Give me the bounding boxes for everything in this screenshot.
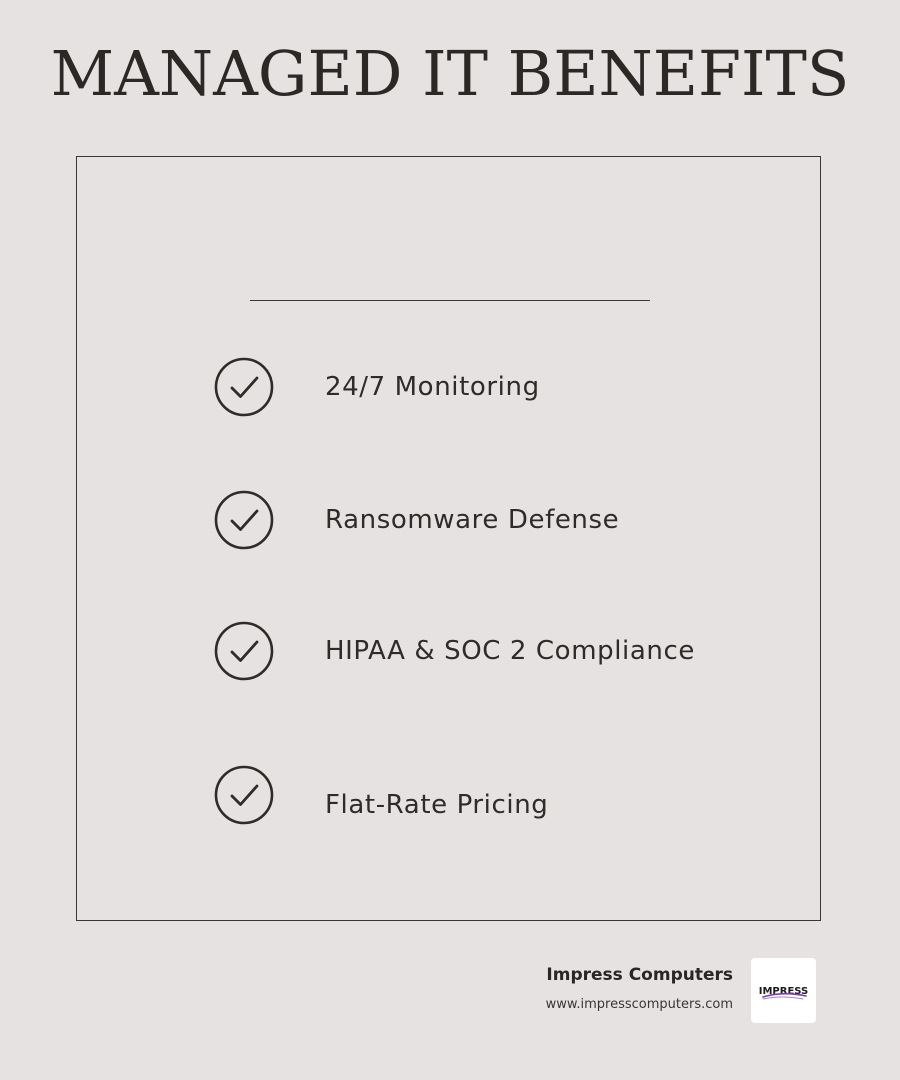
benefit-label: 24/7 Monitoring [325, 372, 540, 402]
divider [250, 300, 650, 301]
check-circle-icon [213, 489, 275, 551]
benefit-item [213, 620, 773, 682]
benefit-item [213, 489, 773, 551]
benefit-item [213, 764, 773, 826]
check-circle-icon [213, 356, 275, 418]
company-logo [751, 958, 816, 1023]
company-name: Impress Computers [546, 965, 733, 985]
benefit-label: Flat-Rate Pricing [325, 790, 549, 820]
company-website: www.impresscomputers.com [545, 997, 733, 1012]
page-title: MANAGED IT BENEFITS [50, 37, 850, 110]
check-circle-icon [213, 764, 275, 826]
logo-mark [751, 958, 816, 1023]
check-circle-icon [213, 620, 275, 682]
benefit-label: HIPAA & SOC 2 Compliance [325, 636, 695, 666]
logo-wordmark: IMPRESS [758, 986, 809, 997]
benefit-item [213, 356, 773, 418]
benefit-label: Ransomware Defense [325, 505, 620, 535]
